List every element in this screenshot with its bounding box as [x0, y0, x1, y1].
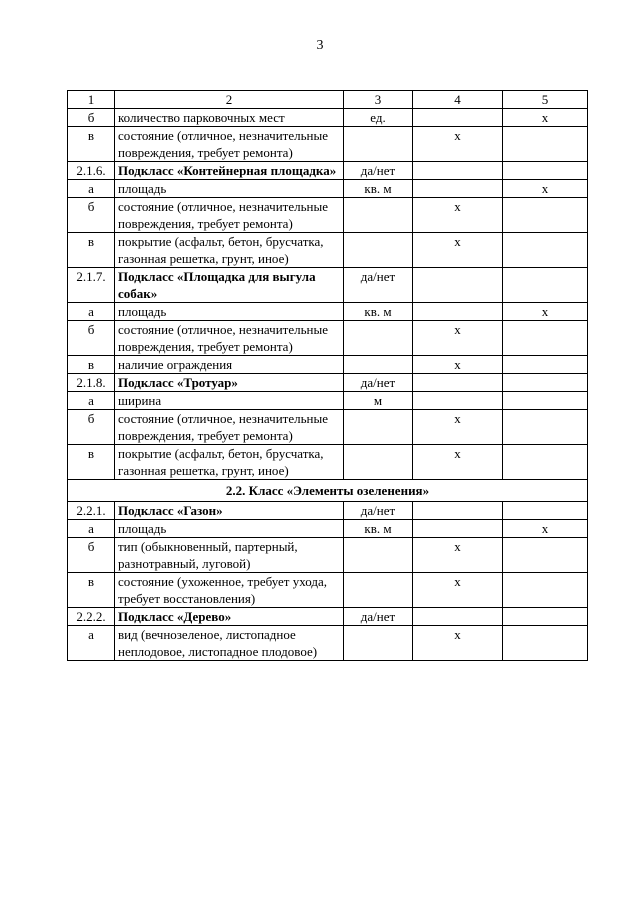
header-cell: 1	[68, 91, 115, 109]
cell-c5	[503, 162, 588, 180]
section-body	[68, 480, 588, 502]
cell-c4: х	[413, 538, 503, 573]
cell-c1: а	[68, 392, 115, 410]
cell-c2: состояние (отличное, незначительные повреждения, требует ремонта)	[115, 410, 344, 445]
cell-c1: в	[68, 573, 115, 608]
table-row	[68, 356, 588, 374]
cell-c4	[413, 374, 503, 392]
cell-c5	[503, 321, 588, 356]
cell-c2: Подкласс «Площадка для выгула собак»	[115, 268, 344, 303]
cell-c5	[503, 445, 588, 480]
cell-c4: х	[413, 573, 503, 608]
cell-c4	[413, 268, 503, 303]
cell-c1: в	[68, 356, 115, 374]
cell-c2: состояние (отличное, незначительные повреждения, требует ремонта)	[115, 198, 344, 233]
table-row	[68, 445, 588, 480]
cell-c1: а	[68, 180, 115, 198]
cell-c4	[413, 162, 503, 180]
header-cell: 2	[115, 91, 344, 109]
cell-c2: покрытие (асфальт, бетон, брусчатка, газонная решетка, грунт, иное)	[115, 445, 344, 480]
cell-c5	[503, 233, 588, 268]
cell-c3	[344, 198, 413, 233]
cell-c1: 2.2.2.	[68, 608, 115, 626]
cell-c5: х	[503, 180, 588, 198]
cell-c5	[503, 198, 588, 233]
cell-c1: б	[68, 410, 115, 445]
table-row	[68, 392, 588, 410]
table-row	[68, 520, 588, 538]
cell-c3	[344, 626, 413, 661]
cell-c4	[413, 502, 503, 520]
header-cell: 3	[344, 91, 413, 109]
cell-c5	[503, 356, 588, 374]
cell-c1: 2.1.7.	[68, 268, 115, 303]
cell-c3: кв. м	[344, 180, 413, 198]
cell-c2: состояние (отличное, незначительные повреждения, требует ремонта)	[115, 127, 344, 162]
cell-c3: да/нет	[344, 502, 413, 520]
cell-c3	[344, 127, 413, 162]
section-title: 2.2. Класс «Элементы озеленения»	[68, 480, 588, 502]
table-row	[68, 180, 588, 198]
attributes-table	[67, 90, 588, 661]
cell-c2: площадь	[115, 520, 344, 538]
cell-c1: в	[68, 233, 115, 268]
cell-c5	[503, 573, 588, 608]
cell-c4	[413, 608, 503, 626]
table-row	[68, 608, 588, 626]
cell-c4	[413, 109, 503, 127]
cell-c1: а	[68, 520, 115, 538]
cell-c1: б	[68, 198, 115, 233]
cell-c5: х	[503, 303, 588, 321]
cell-c2: состояние (отличное, незначительные повреждения, требует ремонта)	[115, 321, 344, 356]
cell-c4: х	[413, 321, 503, 356]
cell-c1: 2.2.1.	[68, 502, 115, 520]
table-row	[68, 233, 588, 268]
cell-c5	[503, 268, 588, 303]
cell-c5	[503, 374, 588, 392]
cell-c3: кв. м	[344, 520, 413, 538]
cell-c3	[344, 445, 413, 480]
cell-c1: б	[68, 538, 115, 573]
cell-c2: тип (обыкновенный, партерный, разнотравный, луговой)	[115, 538, 344, 573]
cell-c5	[503, 626, 588, 661]
table-row	[68, 410, 588, 445]
cell-c4	[413, 392, 503, 410]
cell-c3: ед.	[344, 109, 413, 127]
table-row	[68, 127, 588, 162]
cell-c2: площадь	[115, 303, 344, 321]
page-number: 3	[316, 38, 324, 53]
cell-c1: в	[68, 445, 115, 480]
cell-c3	[344, 538, 413, 573]
header-row	[68, 91, 588, 109]
section-row	[68, 480, 588, 502]
cell-c3	[344, 321, 413, 356]
table-body-2	[68, 502, 588, 661]
table-row	[68, 626, 588, 661]
cell-c2: ширина	[115, 392, 344, 410]
cell-c5: х	[503, 520, 588, 538]
table-row	[68, 502, 588, 520]
cell-c2: состояние (ухоженное, требует ухода, требует восстановления)	[115, 573, 344, 608]
cell-c2: Подкласс «Тротуар»	[115, 374, 344, 392]
cell-c4	[413, 303, 503, 321]
cell-c2: покрытие (асфальт, бетон, брусчатка, газонная решетка, грунт, иное)	[115, 233, 344, 268]
cell-c2: количество парковочных мест	[115, 109, 344, 127]
header-cell: 4	[413, 91, 503, 109]
header-cell: 5	[503, 91, 588, 109]
cell-c1: в	[68, 127, 115, 162]
table-row	[68, 573, 588, 608]
cell-c5	[503, 502, 588, 520]
cell-c4: х	[413, 410, 503, 445]
cell-c2: наличие ограждения	[115, 356, 344, 374]
cell-c3: да/нет	[344, 268, 413, 303]
cell-c4	[413, 180, 503, 198]
cell-c3: да/нет	[344, 608, 413, 626]
table-row	[68, 538, 588, 573]
cell-c3: да/нет	[344, 162, 413, 180]
cell-c1: 2.1.6.	[68, 162, 115, 180]
cell-c2: вид (вечнозеленое, листопадное неплодовое, листопадное плодовое)	[115, 626, 344, 661]
table-row	[68, 198, 588, 233]
cell-c5: х	[503, 109, 588, 127]
cell-c1: б	[68, 321, 115, 356]
cell-c4: х	[413, 233, 503, 268]
cell-c4: х	[413, 626, 503, 661]
cell-c4: х	[413, 127, 503, 162]
cell-c3: кв. м	[344, 303, 413, 321]
cell-c1: б	[68, 109, 115, 127]
cell-c3	[344, 573, 413, 608]
cell-c5	[503, 127, 588, 162]
cell-c2: площадь	[115, 180, 344, 198]
cell-c5	[503, 608, 588, 626]
cell-c2: Подкласс «Газон»	[115, 502, 344, 520]
cell-c2: Подкласс «Дерево»	[115, 608, 344, 626]
cell-c1: а	[68, 626, 115, 661]
cell-c3	[344, 410, 413, 445]
table-row	[68, 321, 588, 356]
cell-c4: х	[413, 198, 503, 233]
cell-c1: а	[68, 303, 115, 321]
table-row	[68, 303, 588, 321]
cell-c5	[503, 392, 588, 410]
cell-c5	[503, 538, 588, 573]
table-row	[68, 109, 588, 127]
cell-c3: да/нет	[344, 374, 413, 392]
cell-c3	[344, 356, 413, 374]
cell-c3: м	[344, 392, 413, 410]
table-body	[68, 91, 588, 480]
cell-c4: х	[413, 445, 503, 480]
cell-c2: Подкласс «Контейнерная площадка»	[115, 162, 344, 180]
table-row	[68, 374, 588, 392]
table-row	[68, 268, 588, 303]
cell-c3	[344, 233, 413, 268]
table-row	[68, 162, 588, 180]
cell-c4	[413, 520, 503, 538]
cell-c4: х	[413, 356, 503, 374]
cell-c5	[503, 410, 588, 445]
cell-c1: 2.1.8.	[68, 374, 115, 392]
